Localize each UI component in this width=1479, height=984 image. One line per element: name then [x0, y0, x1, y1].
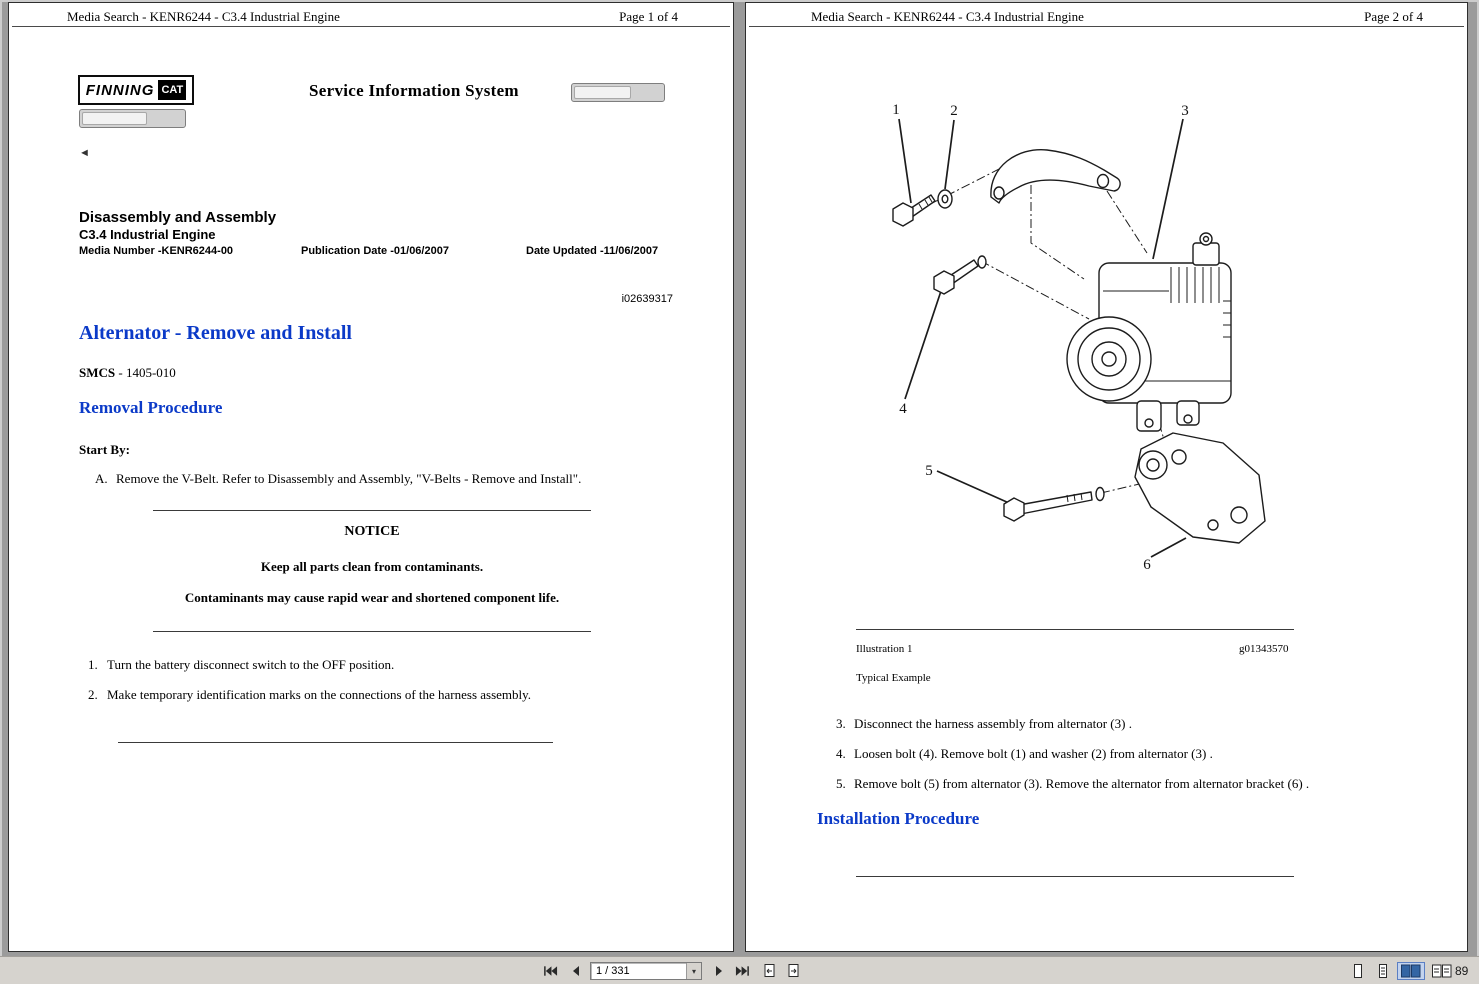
notice-title: NOTICE	[344, 524, 400, 539]
facing-pages-view-button[interactable]	[1398, 963, 1424, 979]
document-id: i02639317	[621, 293, 673, 305]
callout-6: 6	[1143, 557, 1151, 573]
figure-id: g01343570	[1239, 643, 1289, 655]
page-indicator-input[interactable]	[590, 962, 702, 980]
callout-2: 2	[950, 103, 958, 119]
publication-date: Publication Date -01/06/2007	[301, 245, 449, 257]
dropdown-value-area	[574, 86, 631, 99]
media-number: Media Number -KENR6244-00	[79, 245, 234, 257]
facing-pages-view-icon	[1400, 963, 1422, 979]
previous-page-button[interactable]	[567, 963, 585, 979]
smcs-value: - 1405-010	[115, 365, 176, 380]
step-number: 4.	[836, 746, 846, 761]
sis-title: Service Information System	[309, 81, 519, 100]
document-title: Disassembly and Assembly	[79, 209, 277, 226]
figure-divider	[856, 629, 1294, 630]
illustration-label: Illustration 1	[856, 643, 913, 655]
next-view-button[interactable]	[784, 963, 802, 979]
search-dropdown-field[interactable]	[571, 83, 665, 102]
upper-bracket	[991, 150, 1120, 203]
last-page-icon	[735, 965, 750, 977]
step-text: Loosen bolt (4). Remove bolt (1) and washer (2) from alternator (3) .	[854, 746, 1213, 761]
page2-header-title: Media Search - KENR6244 - C3.4 Industrial Engine	[811, 9, 1084, 24]
start-by-label: Start By:	[79, 442, 130, 457]
bolt-4	[934, 256, 986, 294]
step-text: Turn the battery disconnect switch to the OFF position.	[107, 657, 395, 672]
callout-3: 3	[1181, 103, 1189, 119]
step-text: Remove the V-Belt. Refer to Disassembly and Assembly, "V-Belts - Remove and Install".	[116, 471, 582, 486]
finning-wordmark: FINNING	[85, 81, 155, 99]
next-page-icon	[713, 965, 725, 977]
continuous-facing-view-icon	[1431, 963, 1453, 979]
header-divider	[12, 26, 730, 27]
page2-header-page-label: Page 2 of 4	[1364, 9, 1423, 24]
notice-bottom-divider	[153, 631, 591, 632]
alternator-illustration	[841, 91, 1311, 636]
step-number: 5.	[836, 776, 846, 791]
language-dropdown-field[interactable]	[79, 109, 186, 128]
figure-caption: Typical Example	[856, 672, 931, 684]
last-page-button[interactable]	[733, 963, 751, 979]
smcs-label: SMCS	[79, 365, 116, 380]
next-page-button[interactable]	[710, 963, 728, 979]
back-arrow-icon[interactable]: ◄	[79, 147, 90, 159]
step-number: 1.	[88, 657, 98, 672]
document-subtitle: C3.4 Industrial Engine	[79, 227, 216, 242]
notice-top-divider	[153, 510, 591, 511]
pulley	[1067, 317, 1151, 401]
callout-5: 5	[925, 463, 933, 479]
continuous-view-icon	[1377, 963, 1389, 979]
first-page-button[interactable]	[541, 963, 559, 979]
section-divider	[118, 742, 553, 743]
viewer-toolbar	[0, 956, 1479, 984]
cat-logo: CAT	[158, 80, 186, 100]
step-number: 2.	[88, 687, 98, 702]
callout-4: 4	[899, 401, 907, 417]
document-page-1	[8, 2, 734, 952]
dropdown-value-area	[82, 112, 147, 125]
step-number: 3.	[836, 716, 846, 731]
page1-header-title: Media Search - KENR6244 - C3.4 Industrial Engine	[67, 9, 340, 24]
header-divider	[749, 26, 1464, 27]
alternator-bracket	[1135, 433, 1265, 543]
installation-procedure-heading: Installation Procedure	[817, 809, 980, 828]
bolt-5	[1004, 488, 1104, 522]
document-page-2	[745, 2, 1468, 952]
continuous-facing-view-button[interactable]	[1429, 963, 1455, 979]
section-title: Alternator - Remove and Install	[79, 322, 352, 344]
notice-line-2: Contaminants may cause rapid wear and shortened component life.	[184, 590, 560, 605]
previous-page-icon	[570, 965, 582, 977]
page-indicator-value[interactable]: 1 / 331	[596, 965, 630, 977]
status-number: 89	[1455, 964, 1469, 978]
step-text: Make temporary identification marks on the connections of the harness assembly.	[107, 687, 532, 702]
callout-1: 1	[892, 102, 900, 118]
single-page-view-button[interactable]	[1349, 963, 1367, 979]
date-updated: Date Updated -11/06/2007	[526, 245, 659, 257]
page-dropdown-arrow[interactable]: ▾	[686, 963, 701, 979]
continuous-view-button[interactable]	[1374, 963, 1392, 979]
previous-view-icon	[762, 963, 777, 979]
smcs-code	[79, 365, 176, 381]
first-page-icon	[543, 965, 558, 977]
section-divider	[856, 876, 1294, 877]
page1-header-page-label: Page 1 of 4	[619, 9, 678, 24]
notice-line-1: Keep all parts clean from contaminants.	[260, 559, 484, 574]
bolt-1	[893, 195, 935, 226]
finning-cat-logo	[78, 75, 194, 105]
previous-view-button[interactable]	[760, 963, 778, 979]
step-text: Disconnect the harness assembly from alternator (3) .	[854, 716, 1132, 731]
step-letter: A.	[95, 471, 108, 486]
next-view-icon	[786, 963, 801, 979]
removal-procedure-heading: Removal Procedure	[79, 398, 223, 417]
step-text: Remove bolt (5) from alternator (3). Remove the alternator from alternator bracket (6) .	[854, 776, 1310, 791]
washer-2	[938, 190, 952, 208]
single-page-view-icon	[1352, 963, 1364, 979]
